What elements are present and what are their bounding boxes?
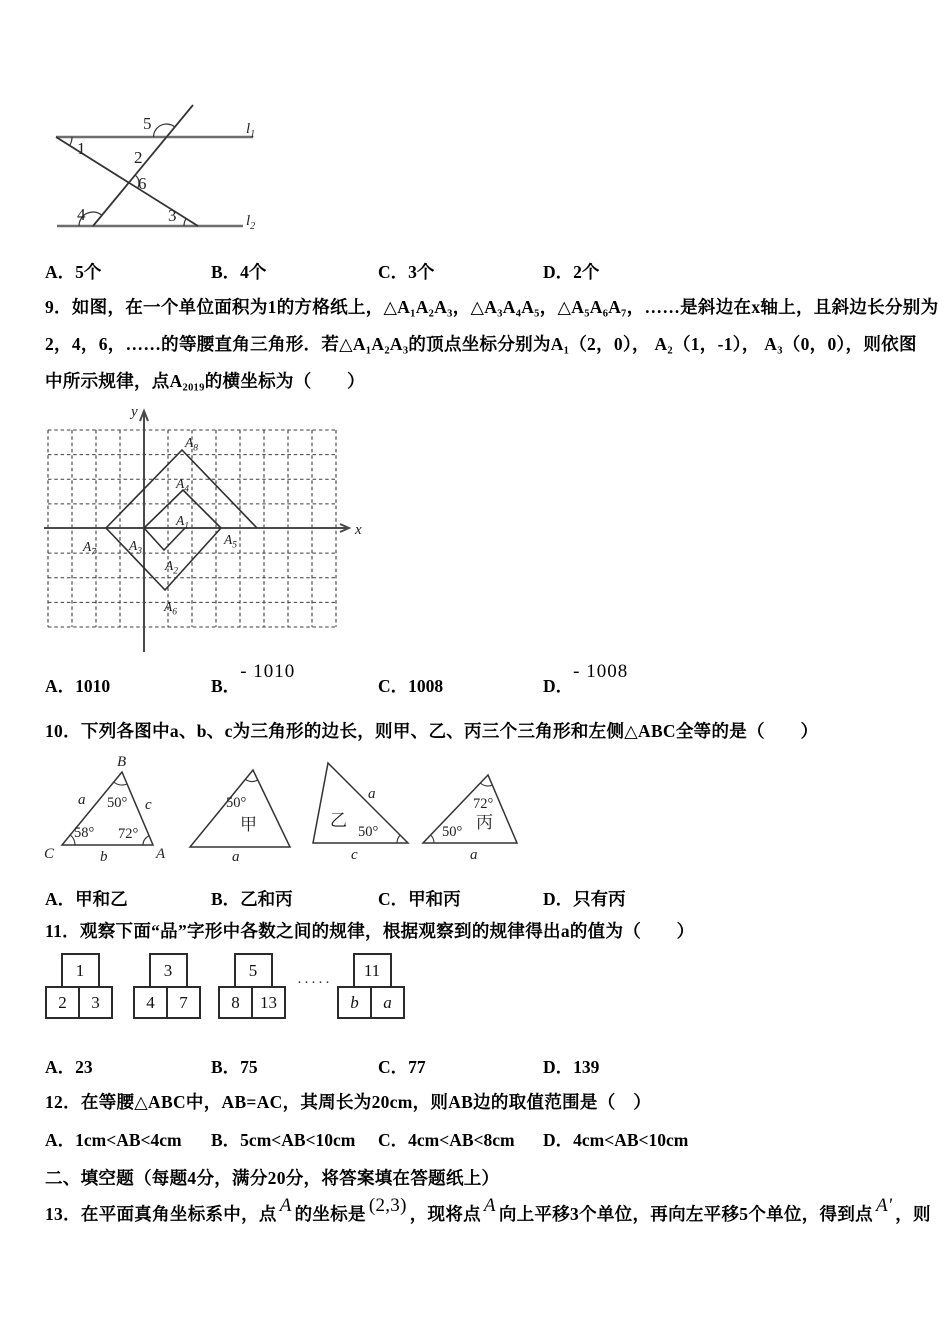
triangle-a5a6a7 <box>106 528 221 590</box>
jia-angle: 50° <box>226 795 247 811</box>
point-a8-label: $A_8$ <box>185 435 198 454</box>
pin-2-bottom-right-box: 7 <box>166 986 201 1019</box>
side-c-label: c <box>145 797 152 813</box>
angle-6-label: 6 <box>138 174 147 193</box>
q9-option-c: C．1008 <box>378 676 444 696</box>
side-b-label: b <box>100 849 108 865</box>
pin-4-top-box: 11 <box>353 953 392 988</box>
pin-3-bottom-left-box: 8 <box>218 986 253 1019</box>
q11-option-b: B．75 <box>211 1057 258 1077</box>
q11-text: 11．观察下面“品”字形中各数之间的规律，根据观察到的规律得出a的值为（ ） <box>45 921 695 941</box>
jia-side-a-label: a <box>232 849 240 865</box>
pin-2-bottom-left-box: 4 <box>133 986 168 1019</box>
grid-triangles-figure <box>30 400 390 658</box>
q10-text: 10．下列各图中a、b、c为三角形的边长，则甲、乙、丙三个三角形和左侧△ABC全等的是（ ） <box>45 721 819 741</box>
q9-line1: 9．如图，在一个单位面积为1的方格纸上，△A₁A₂A₃，△A₃A₄A₅，△A₅A₆A₇，……是斜边在x轴上，且斜边长分别为 <box>45 297 939 317</box>
bing-left-angle: 50° <box>442 824 463 840</box>
jia-name: 甲 <box>240 815 257 834</box>
abc-angle-b: 50° <box>107 795 128 811</box>
abc-angle-a: 72° <box>118 826 139 842</box>
angle-4-label: 4 <box>77 205 86 224</box>
q9-line3: 中所示规律，点A₂₀₁₉的横坐标为（ ） <box>45 371 365 391</box>
q13-point-a2: A <box>483 1195 496 1216</box>
ellipsis-dots: ····· <box>297 975 332 991</box>
q11-option-a: A．23 <box>45 1057 93 1077</box>
bing-side-a-label: a <box>470 847 478 863</box>
q13-seg1: 13．在平面真角坐标系中，点 <box>45 1204 277 1224</box>
q8-option-c: C．3个 <box>378 262 435 282</box>
pin-4-bottom-right-box: a <box>370 986 405 1019</box>
q12-option-a: A．1cm<AB<4cm <box>45 1130 182 1150</box>
q13-seg4: 向上平移3个单位，再向左平移5个单位，得到点 <box>498 1204 873 1224</box>
pin-group-1 <box>45 953 115 1019</box>
pin-1-bottom-right-box: 3 <box>78 986 113 1019</box>
q9-option-d <box>543 661 629 698</box>
point-a2-label: $A_2$ <box>165 558 178 577</box>
vertex-a-label: A <box>156 846 166 862</box>
point-a7-label: $A_7$ <box>83 539 96 558</box>
triangle-bing <box>423 775 517 843</box>
l1-label: $l_1$ <box>246 121 256 140</box>
angle-number-labels <box>77 114 177 225</box>
q8-option-b: B．4个 <box>211 262 267 282</box>
vertex-b-label: B <box>117 754 127 770</box>
q8-option-a: A．5个 <box>45 262 102 282</box>
q10-option-a: A．甲和乙 <box>45 889 128 909</box>
q13-coords: (2,3) <box>368 1195 407 1216</box>
pin-3-top-box: 5 <box>234 953 273 988</box>
q13-seg2: 的坐标是 <box>294 1204 366 1224</box>
q10-option-c: C．甲和丙 <box>378 889 461 909</box>
q12-option-b: B．5cm<AB<10cm <box>211 1130 356 1150</box>
point-labels <box>82 435 237 618</box>
yi-name: 乙 <box>330 811 347 830</box>
pin-3-bottom-right-box: 13 <box>251 986 286 1019</box>
q9-option-a: A．1010 <box>45 676 111 696</box>
bing-top-angle: 72° <box>473 796 494 812</box>
bing-name: 丙 <box>476 813 493 832</box>
point-a3-label: $A_3$ <box>129 538 142 557</box>
q8-option-d: D．2个 <box>543 262 600 282</box>
q9-option-d-value: - 1008 <box>573 661 629 682</box>
q12-option-d: D．4cm<AB<10cm <box>543 1130 689 1150</box>
abc-angle-c: 58° <box>74 825 95 841</box>
angle-5-label: 5 <box>143 114 152 133</box>
q9-option-b-value: - 1010 <box>240 661 296 682</box>
pin-1-top-box: 1 <box>61 953 100 988</box>
q9-line2: 2，4，6，……的等腰直角三角形．若△A₁A₂A₃的顶点坐标分别为A₁（2，0）， A₂（1，-1）， A₃（0，0），则依图 <box>45 334 917 354</box>
point-a6-label: $A_6$ <box>164 599 177 618</box>
vertex-c-label: C <box>44 846 55 862</box>
q12-text: 12．在等腰△ABC中，AB=AC，其周长为20cm，则AB边的取值范围是（ ） <box>45 1092 652 1112</box>
q9-option-b <box>211 661 296 698</box>
section-2-header: 二、填空题（每题4分，满分20分，将答案填在答题纸上） <box>45 1168 500 1188</box>
q10-option-b: B．乙和丙 <box>211 889 293 909</box>
x-axis-label: x <box>355 522 362 538</box>
q11-option-d: D．139 <box>543 1057 600 1077</box>
q13-point-a-prime: A' <box>875 1195 893 1216</box>
q13-point-a: A <box>279 1195 292 1216</box>
yi-angle: 50° <box>358 824 379 840</box>
angle-1-label: 1 <box>77 139 86 158</box>
parallel-lines-figure <box>30 95 290 245</box>
pin-1-bottom-left-box: 2 <box>45 986 80 1019</box>
y-axis-label: y <box>131 404 138 420</box>
pin-group-4 <box>337 953 407 1019</box>
q12-option-c: C．4cm<AB<8cm <box>378 1130 515 1150</box>
angle-2-label: 2 <box>134 148 143 167</box>
pin-4-bottom-left-box: b <box>337 986 372 1019</box>
yi-side-a-label: a <box>368 786 376 802</box>
q10-option-d: D．只有丙 <box>543 889 626 909</box>
angle-3-label: 3 <box>168 206 177 225</box>
yi-base-c-label: c <box>351 847 358 863</box>
q13-seg3: ，现将点 <box>409 1204 481 1224</box>
point-a5-label: $A_5$ <box>224 532 237 551</box>
pin-group-2 <box>133 953 203 1019</box>
point-a4-label: $A_4$ <box>176 476 189 495</box>
q9-option-b-prefix: B． <box>211 676 241 696</box>
pin-2-top-box: 3 <box>149 953 188 988</box>
point-a1-label: $A_1$ <box>176 513 189 532</box>
q9-option-d-prefix: D． <box>543 676 574 696</box>
pin-group-3 <box>218 953 288 1019</box>
l2-label: $l_2$ <box>246 213 256 232</box>
triangle-a1a2a3 <box>144 528 185 550</box>
q11-option-c: C．77 <box>378 1057 426 1077</box>
q13-seg5: ，则 <box>895 1204 931 1224</box>
congruent-triangles-figure <box>30 750 540 878</box>
q13-text <box>45 1195 931 1226</box>
side-a-label: a <box>78 792 86 808</box>
